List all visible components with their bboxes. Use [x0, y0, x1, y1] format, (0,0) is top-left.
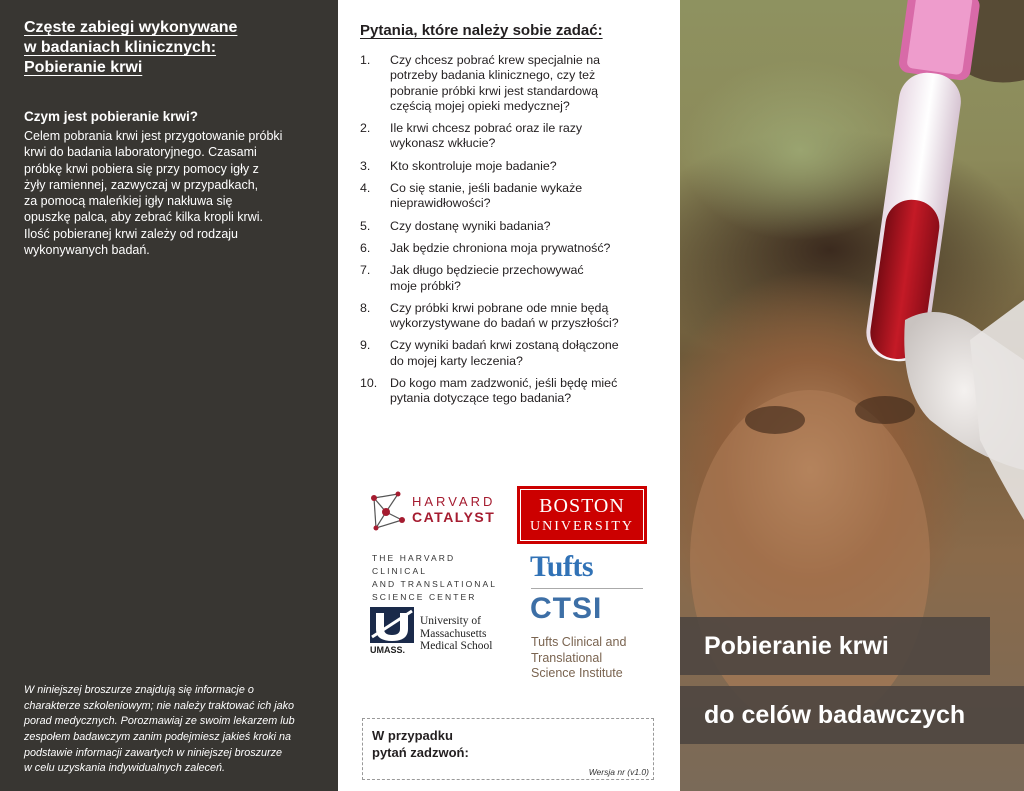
question-text [390, 376, 617, 407]
umass-line: University of [420, 615, 482, 627]
left-subheading: Czym jest pobieranie krwi? [24, 109, 199, 124]
question-text [390, 159, 557, 174]
question-line: Kto skontroluje moje badanie? [390, 158, 557, 173]
disclaimer-line: porad medycznych. Porozmawiaj ze swoim lekarzem lub [24, 715, 295, 728]
body-line: krwi do badania laboratoryjnego. Czasami [24, 145, 257, 160]
questions-heading: Pytania, które należy sobie zadać: [360, 22, 603, 39]
ctsi-line: Science Institute [531, 666, 623, 680]
question-text [390, 181, 582, 212]
list-item [360, 219, 660, 234]
question-line: Co się stanie, jeśli badanie wykaże [390, 181, 583, 196]
disclaimer-line: w celu uzyskania indywidualnych zaleceń. [24, 762, 226, 775]
question-text [390, 263, 584, 294]
left-panel [0, 0, 338, 791]
question-number: 10. [360, 376, 378, 391]
list-item [360, 376, 660, 407]
list-item [360, 159, 660, 174]
disclaimer-line: zespołem badawczym zanim podejmiesz jakieś kroki na [24, 730, 292, 743]
left-heading [24, 18, 312, 78]
ctsi-line: Translational [531, 650, 603, 665]
middle-panel [338, 0, 680, 791]
question-text [390, 301, 619, 332]
tagline-line: SCIENCE CENTER [372, 592, 477, 602]
ctsi-logo: CTSI [530, 592, 603, 625]
list-item [360, 301, 660, 332]
list-item [360, 263, 660, 294]
tufts-logo: Tufts [530, 550, 594, 583]
question-text [390, 219, 551, 234]
harvard-catalyst: CATALYST [412, 509, 496, 525]
question-line: wykonasz wkłucie? [390, 136, 496, 151]
umass-logo [370, 607, 520, 659]
ctsi-subtitle [531, 635, 626, 682]
bu-line2: UNIVERSITY [530, 519, 634, 534]
left-heading-line: Częste zabiegi wykonywane [24, 19, 238, 36]
question-line: Jak będzie chroniona moja prywatność? [390, 240, 611, 255]
left-body-text [24, 128, 312, 258]
disclaimer-line: charakterze szkoleniowym; nie należy traktować ich jako [24, 699, 295, 712]
network-icon [368, 490, 408, 534]
boston-university-logo [517, 486, 647, 544]
left-heading-line: Pobieranie krwi [24, 59, 143, 76]
left-heading-line: w badaniach klinicznych: [24, 39, 217, 56]
question-line: potrzeby badania klinicznego, czy też [390, 68, 596, 83]
question-text [390, 53, 600, 114]
question-number: 5. [360, 218, 371, 233]
umass-text [420, 615, 493, 653]
contact-line: pytań zadzwoń: [372, 745, 469, 760]
question-line: Do kogo mam zadzwonić, jeśli będę mieć [390, 376, 618, 391]
bu-line1: BOSTON [539, 495, 625, 517]
list-item [360, 181, 660, 212]
question-number: 6. [360, 240, 371, 255]
cover-title-line1: Pobieranie krwi [680, 617, 990, 675]
question-line: Jak długo będziecie przechowywać [390, 263, 584, 278]
question-line: Czy próbki krwi pobrane ode mnie będą [390, 300, 609, 315]
question-text [390, 241, 610, 256]
question-line: częścią mojej opieki medycznej? [390, 98, 570, 113]
question-line: wykorzystywane do badań w przyszłości? [390, 316, 619, 331]
question-line: moje próbki? [390, 278, 461, 293]
questions-list [360, 53, 660, 414]
question-number: 9. [360, 338, 371, 353]
umass-word: UMASS. [370, 645, 406, 655]
body-line: za pomocą maleńkiej igły nakłuwa się [24, 194, 233, 209]
question-line: pobranie próbki krwi jest standardową [390, 83, 598, 98]
question-number: 4. [360, 181, 371, 196]
version-label: Wersja nr (v1.0) [588, 767, 649, 777]
question-text [390, 121, 582, 152]
contact-box [362, 718, 654, 780]
harvard-title: HARVARD [412, 494, 496, 509]
umass-mark-icon [370, 607, 414, 643]
umass-line: Medical School [420, 640, 493, 652]
list-item [360, 121, 660, 152]
ctsi-divider [531, 588, 643, 589]
body-line: wykonywanych badań. [24, 243, 150, 258]
question-line: Czy dostanę wyniki badania? [390, 218, 551, 233]
question-number: 2. [360, 121, 371, 136]
list-item [360, 338, 660, 369]
question-number: 7. [360, 263, 371, 278]
disclaimer [24, 683, 314, 777]
body-line: Ilość pobieranej krwi zależy od rodzaju [24, 226, 238, 241]
question-line: nieprawidłowości? [390, 196, 491, 211]
tagline-line: THE HARVARD CLINICAL [372, 553, 456, 576]
harvard-catalyst-logo [368, 490, 498, 602]
disclaimer-line: W niniejszej broszurze znajdują się informacje o [24, 683, 254, 696]
contact-label [372, 727, 469, 761]
question-number: 8. [360, 300, 371, 315]
question-number: 1. [360, 53, 371, 67]
question-text [390, 338, 619, 369]
disclaimer-line: podstawie informacji zawartych w niniejszej broszurze [24, 746, 283, 759]
body-line: żyły ramiennej, zazwyczaj w przypadkach, [24, 177, 259, 192]
contact-line: W przypadku [372, 728, 453, 743]
partner-logos [338, 480, 680, 700]
list-item [360, 241, 660, 256]
body-line: próbkę krwi pobiera się przy pomocy igły z [24, 161, 259, 176]
harvard-tagline [372, 552, 512, 604]
question-line: Czy wyniki badań krwi zostaną dołączone [390, 338, 619, 353]
cover-panel [680, 0, 1024, 791]
question-line: Ile krwi chcesz pobrać oraz ile razy [390, 121, 583, 136]
question-line: pytania dotyczące tego badania? [390, 391, 572, 406]
question-line: do mojej karty leczenia? [390, 353, 523, 368]
ctsi-line: Tufts Clinical and [531, 635, 627, 649]
umass-line: Massachusetts [420, 627, 487, 640]
cover-title-line2: do celów badawczych [680, 686, 1024, 744]
tagline-line: AND TRANSLATIONAL [372, 579, 498, 589]
question-number: 3. [360, 158, 371, 173]
question-line: Czy chcesz pobrać krew specjalnie na [390, 53, 601, 67]
list-item [360, 53, 660, 114]
body-line: Celem pobrania krwi jest przygotowanie próbki [24, 129, 283, 143]
body-line: opuszkę palca, aby zebrać kilka kropli krwi. [24, 210, 263, 225]
